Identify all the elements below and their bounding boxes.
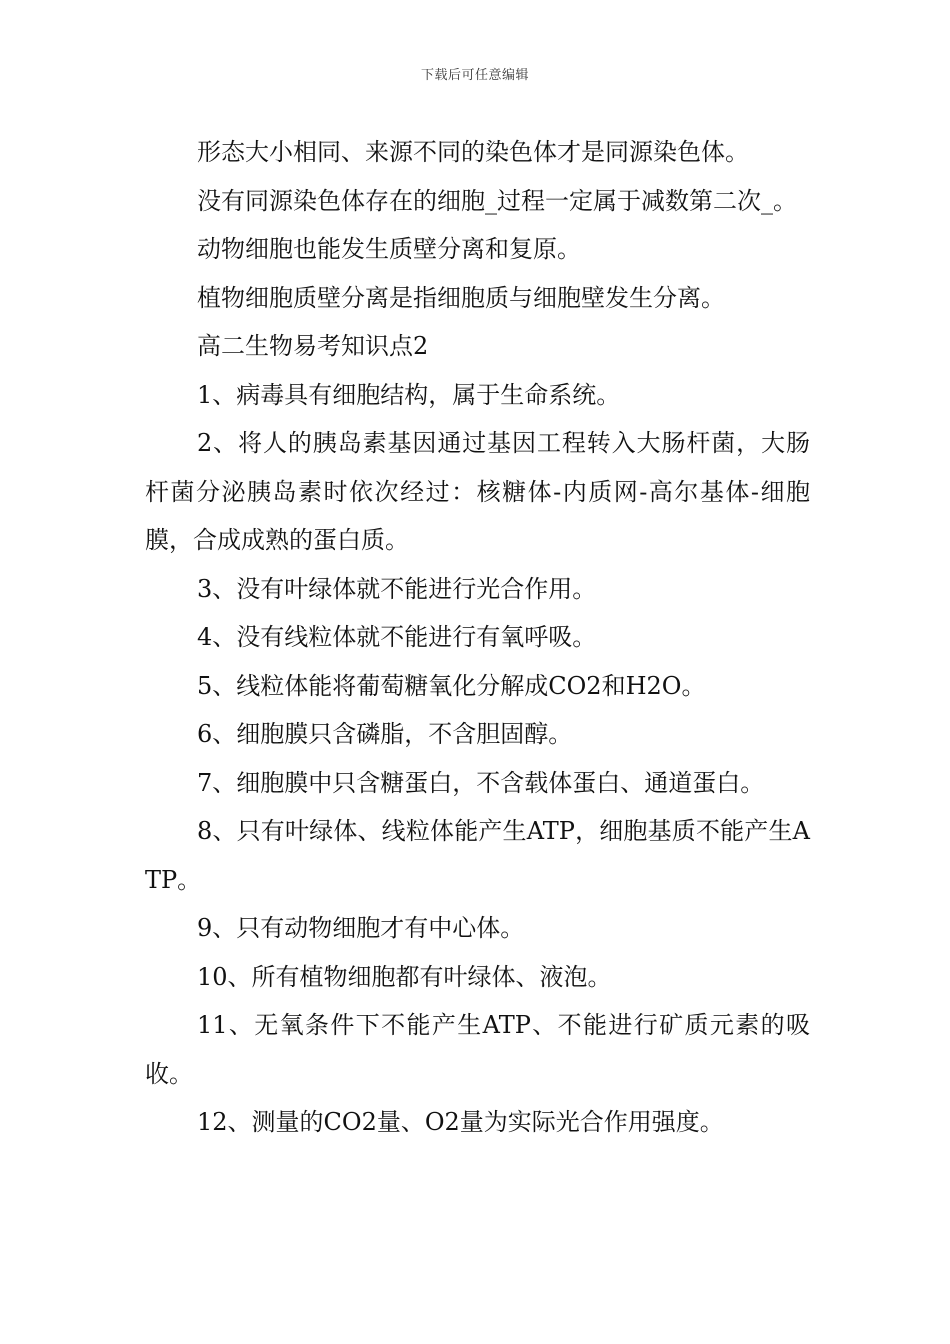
section-heading: 高二生物易考知识点2	[197, 332, 429, 360]
list-item: 12、测量的CO2量、O2量为实际光合作用强度。	[197, 1108, 724, 1136]
paragraph: 植物细胞质壁分离是指细胞质与细胞壁发生分离。	[197, 283, 725, 312]
list-item: 11、无氧条件下不能产生ATP、不能进行矿质元素的吸收。	[145, 1011, 810, 1088]
paragraph: 形态大小相同、来源不同的染色体才是同源染色体。	[197, 138, 749, 166]
list-item: 7、细胞膜中只含糖蛋白，不含载体蛋白、通道蛋白。	[197, 768, 765, 797]
list-item: 6、细胞膜只含磷脂，不含胆固醇。	[197, 720, 573, 748]
list-item: 3、没有叶绿体就不能进行光合作用。	[197, 574, 597, 603]
header-note: 下载后可任意编辑	[420, 68, 529, 83]
list-item: 5、线粒体能将葡萄糖氧化分解成CO2和H2O。	[197, 671, 706, 700]
list-item: 10、所有植物细胞都有叶绿体、液泡。	[197, 962, 612, 991]
list-item: 4、没有线粒体就不能进行有氧呼吸。	[197, 623, 597, 651]
list-item: 9、只有动物细胞才有中心体。	[197, 914, 525, 942]
paragraph: 没有同源染色体存在的细胞_过程一定属于减数第二次_。	[197, 186, 797, 215]
document-body	[145, 128, 810, 1147]
list-item: 1、病毒具有细胞结构，属于生命系统。	[197, 380, 621, 409]
list-item: 8、只有叶绿体、线粒体能产生ATP，细胞基质不能产生ATP。	[145, 817, 810, 894]
paragraph: 动物细胞也能发生质壁分离和复原。	[197, 235, 581, 263]
list-item: 2、将人的胰岛素基因通过基因工程转入大肠杆菌，大肠杆菌分泌胰岛素时依次经过：核糖体-内质网-高尔基体-细胞膜，合成成熟的蛋白质。	[145, 429, 810, 554]
